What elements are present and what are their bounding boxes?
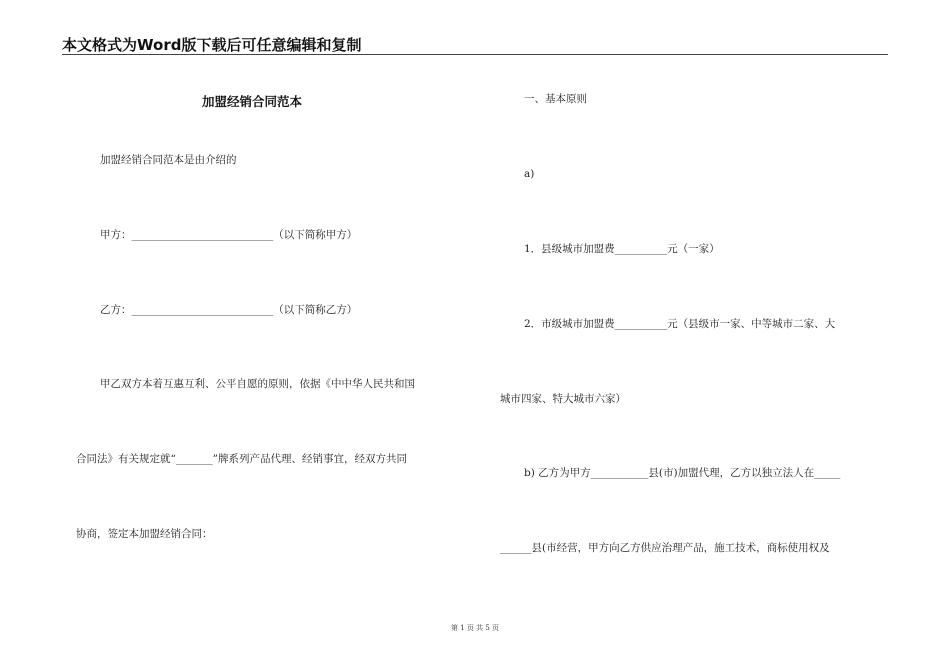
- page-number: 第 1 页 共 5 页: [450, 624, 500, 632]
- city-fee-line: 2．市级城市加盟费__________元（县级市一家、中等城市二家、大: [524, 318, 836, 330]
- document-header-banner: 本文格式为Word版下载后可任意编辑和复制: [62, 36, 362, 54]
- county-fee-line: 1．县级城市加盟费__________元（一家）: [524, 243, 720, 255]
- city-fee-line-continued: 城市四家、特大城市六家）: [500, 393, 626, 405]
- clause-a-label: a): [524, 168, 535, 180]
- document-title: 加盟经销合同范本: [202, 94, 303, 109]
- clause-b-line-continued: ______县(市经营，甲方向乙方供应治理产品，施工技术，商标使用权及: [500, 542, 830, 554]
- clause-b-line: b) 乙方为甲方___________县(市)加盟代理，乙方以独立法人在_____: [524, 467, 841, 479]
- party-a-line: 甲方：___________________________（以下简称甲方）: [100, 229, 358, 241]
- preamble-line-3: 协商，签定本加盟经销合同：: [76, 528, 213, 540]
- preamble-line-1: 甲乙双方本着互惠互利、公平自愿的原则，依据《中中华人民共和国: [100, 378, 415, 390]
- header-divider: [62, 54, 888, 55]
- preamble-line-2: 合同法》有关规定就“_______”牌系列产品代理、经销事宜，经双方共同: [76, 453, 407, 465]
- party-b-line: 乙方：___________________________（以下简称乙方）: [100, 304, 358, 316]
- intro-line: 加盟经销合同范本是由介绍的: [100, 154, 237, 166]
- section-heading-basic-principles: 一、基本原则: [524, 93, 587, 105]
